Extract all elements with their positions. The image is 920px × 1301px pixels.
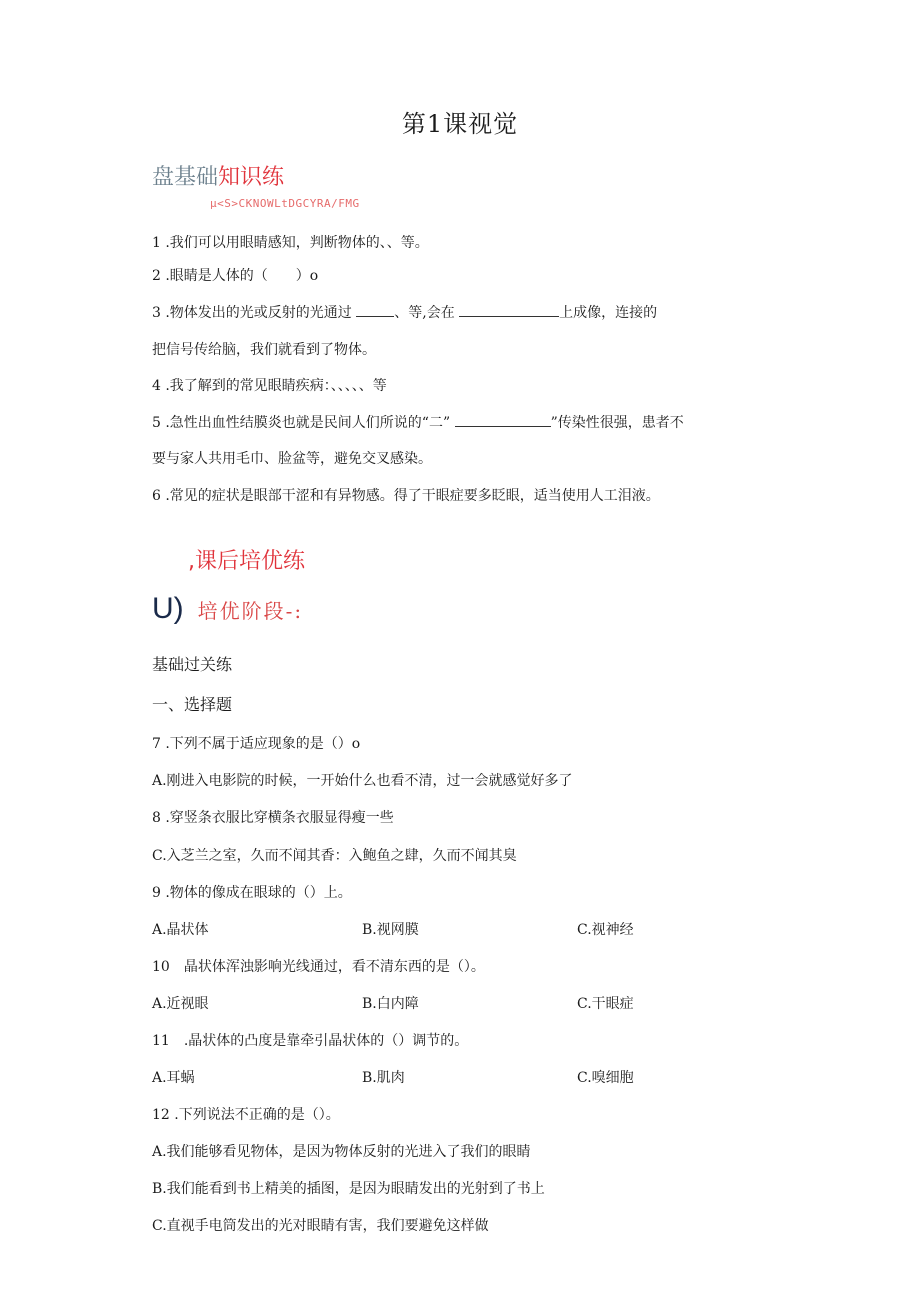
section-subtitle: µ<S>CKNOWLtDGCYRA/FMG <box>210 197 360 210</box>
section-heading-basics <box>152 160 284 191</box>
question-12-option-c: C.直视手电筒发出的光对眼睛有害，我们要避免这样做 <box>152 1218 489 1234</box>
answer-blank <box>356 304 394 317</box>
heading-basic-practice: 基础过关练 <box>152 655 233 674</box>
question-10: 10 晶状体浑浊影响光线通过，看不清东西的是（）。 <box>152 959 485 975</box>
question-12-option-a: A.我们能够看见物体，是因为物体反射的光进入了我们的眼睛 <box>152 1144 531 1160</box>
question-11-option-a: A.耳蜗 <box>152 1070 195 1086</box>
question-9: 9 .物体的像成在眼球的（）上。 <box>152 885 352 901</box>
question-8-option-c: C.入芝兰之室，久而不闻其香：入鲍鱼之肆，久而不闻其臭 <box>152 848 517 864</box>
question-3-part3: 上成像，连接的 <box>559 305 658 321</box>
stage-label: 培优阶段-: <box>197 599 304 623</box>
question-9-option-b: B.视网膜 <box>362 922 419 938</box>
stage-mark: U) <box>152 592 184 625</box>
question-4: 4 .我了解到的常见眼睛疾病：、、、、、等 <box>152 378 387 394</box>
question-3-continued: 把信号传给脑，我们就看到了物体。 <box>152 342 376 358</box>
question-11-option-b: B.肌肉 <box>362 1070 405 1086</box>
question-9-option-a: A.晶状体 <box>152 922 209 938</box>
section-heading-part1: 盘基础 <box>152 165 219 190</box>
answer-blank <box>459 304 559 317</box>
stage-heading <box>152 592 303 626</box>
question-5 <box>152 412 684 432</box>
section-heading-advanced: ,课后培优练 <box>188 549 305 574</box>
question-11-option-c: C.嗅细胞 <box>577 1070 634 1086</box>
question-3 <box>152 302 657 322</box>
question-12: 12 .下列说法不正确的是（）。 <box>152 1107 340 1123</box>
question-5-part2: ”传染性很强，患者不 <box>550 415 684 431</box>
question-7: 7 .下列不属于适应现象的是（）o <box>152 736 361 752</box>
question-7-option-a: A.刚进入电影院的时候，一开始什么也看不清，过一会就感觉好多了 <box>152 773 573 789</box>
question-10-option-c: C.干眼症 <box>577 996 634 1012</box>
question-10-option-b: B.白内障 <box>362 996 419 1012</box>
question-5-continued: 要与家人共用毛巾、脸盆等，避免交叉感染。 <box>152 451 432 467</box>
page-title: 第1课视觉 <box>401 110 519 138</box>
question-3-part2: 、等,会在 <box>394 305 455 321</box>
question-2: 2 .眼睛是人体的（ ）o <box>152 268 319 284</box>
section-heading-part2: 知识练 <box>218 165 285 190</box>
heading-multiple-choice: 一、选择题 <box>152 695 233 714</box>
question-11: 11 .晶状体的凸度是靠牵引晶状体的（）调节的。 <box>152 1033 469 1049</box>
question-9-option-c: C.视神经 <box>577 922 634 938</box>
question-12-option-b: B.我们能看到书上精美的插图，是因为眼睛发出的光射到了书上 <box>152 1181 545 1197</box>
question-3-part1: 3 .物体发出的光或反射的光通过 <box>152 305 352 321</box>
question-8: 8 .穿竖条衣服比穿横条衣服显得瘦一些 <box>152 810 394 826</box>
question-5-part1: 5 .急性出血性结膜炎也就是民间人们所说的“二” <box>152 415 451 431</box>
question-6: 6 .常见的症状是眼部干涩和有异物感。得了干眼症要多眨眼，适当使用人工泪液。 <box>152 488 660 504</box>
answer-blank <box>455 414 551 427</box>
question-10-option-a: A.近视眼 <box>152 996 209 1012</box>
question-1: 1 .我们可以用眼睛感知，判断物体的、、等。 <box>152 235 429 251</box>
